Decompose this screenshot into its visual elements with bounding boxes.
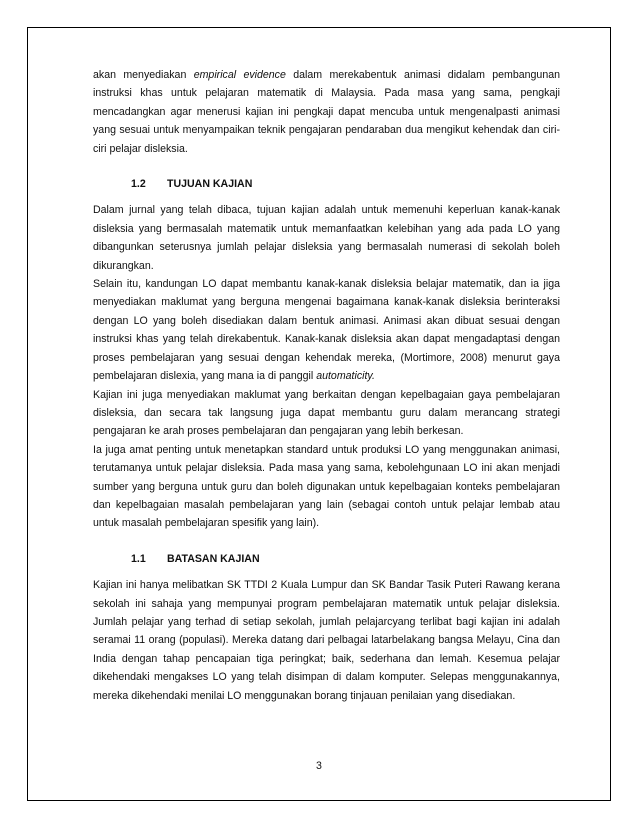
section-title: TUJUAN KAJIAN: [167, 178, 253, 191]
intro-text-post: dalam merekabentuk animasi didalam pembangunan instruksi khas untuk pelajaran matematik di Malaysia. Pada masa yang sama, pengkaji mencadangkan agar menerusi kajian ini pengkaji dapat mencuba untuk mengenalpasti animasi yang sesuai untuk menyampaikan teknik pengajaran pendaraban dua mengikut kehendak dan ciri-ciri pelajar disleksia.: [93, 69, 561, 155]
section-title: BATASAN KAJIAN: [167, 552, 260, 565]
intro-paragraph: [93, 66, 560, 158]
page-number: 3: [316, 760, 322, 772]
objectives-paragraph-1: Dalam jurnal yang telah dibaca, tujuan kajian adalah untuk memenuhi keperluan kanak-kanak disleksia yang bermasalah matematik untuk memanfaatkan kelebihan yang ada pada LO yang dibangunkan seterusnya jumlah pelajar disleksia yang bermasalah numerasi di sekolah boleh dikurangkan.: [93, 204, 560, 272]
objectives-paragraph-2-text: Selain itu, kandungan LO dapat membantu kanak-kanak disleksia belajar matematik, dan ia jiga menyediakan maklumat yang berguna mengenai bagaimana kanak-kanak disleksia berinteraksi dengan LO yang boleh disediakan dalam bentuk animasi. Animasi akan dibuat sesuai dengan instruksi khas yang telah direkabentuk. Kanak-kanak disleksia akan dapat mengadaptasi dengan proses pembelajaran yang sesuai dengan kehendak mereka, (Mortimore, 2008) menurut gaya pembelajaran dislexia, yang mana ia di panggil: [93, 278, 560, 383]
section-heading-objectives: [131, 175, 560, 193]
objectives-paragraph-3: Kajian ini juga menyediakan maklumat yang berkaitan dengan kepelbagaian gaya pembelajaran disleksia, dan secara tak langsung juga dapat membantu guru dalam merancang strategi pengajaran ke arah proses pembelajaran dan pengajaran yang lebih berkesan.: [93, 388, 560, 438]
intro-text-pre: akan menyediakan: [93, 69, 194, 81]
section-number: 1.2: [131, 178, 146, 191]
section-number: 1.1: [131, 552, 146, 565]
objectives-paragraph-2: [93, 275, 560, 385]
objectives-paragraph-4: Ia juga amat penting untuk menetapkan standard untuk produksi LO yang menggunakan animasi, terutamanya untuk pelajar disleksia. Pada masa yang sama, kebolehgunaan LO ini akan menjadi sumber yang berguna untuk guru dan boleh digunakan untuk kepelbagaian konteks pembelajaran dan kepelbagaian masalah pembelajaran yang lain (sebagai contoh untuk pelajar lembab atau untuk masalah pembelajaran spesifik yang lain).: [93, 443, 560, 530]
limits-paragraph-1: Kajian ini hanya melibatkan SK TTDI 2 Kuala Lumpur dan SK Bandar Tasik Puteri Rawang kerana sekolah ini sahaja yang mempunyai program pembelajaran matematik untuk pelajar disleksia. Jumlah pelajar yang terhad di setiap sekolah, jumlah pelajarcyang terlibat bagi kajian ini adalah seramai 11 orang (populasi). Mereka datang dari pelbagai latarbelakang bangsa Melayu, Cina dan India dengan tahap pencapaian tiga peringkat; baik, sederhana dan lemah. Kesemua pelajar dikehendaki mengakses LO yang telah disimpan di dalam komputer. Selepas menggunakannya, mereka dikehendaki menilai LO menggunakan borang tinjauan penilaian yang disediakan.: [93, 579, 560, 702]
objectives-paragraph-2-emphasis: automaticity.: [316, 370, 375, 383]
intro-emphasis: empirical evidence: [193, 69, 286, 81]
section-heading-limits: [131, 550, 560, 568]
document-body: [93, 66, 560, 705]
